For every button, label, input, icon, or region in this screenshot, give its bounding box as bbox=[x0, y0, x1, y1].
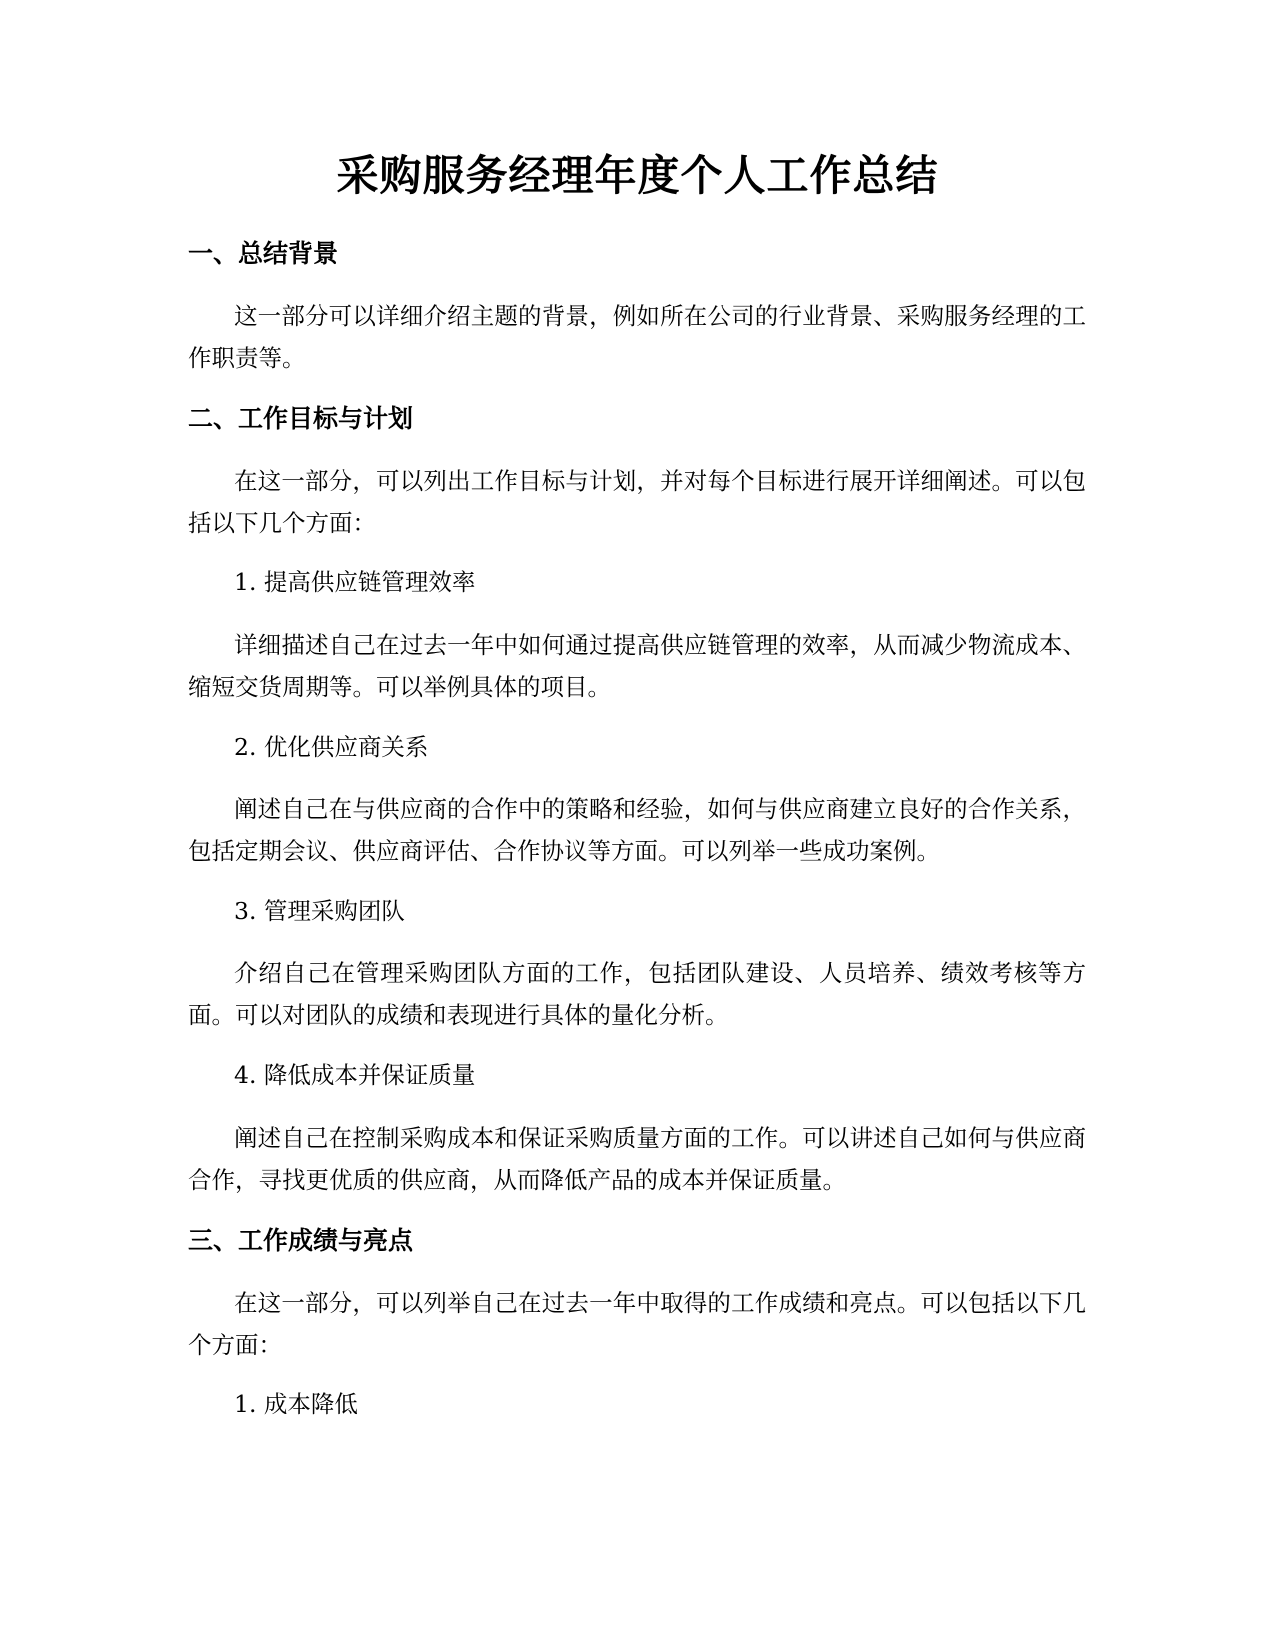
section-paragraph: 这一部分可以详细介绍主题的背景，例如所在公司的行业背景、采购服务经理的工作职责等。 bbox=[188, 302, 1086, 372]
list-item-description: 阐述自己在控制采购成本和保证采购质量方面的工作。可以讲述自己如何与供应商合作，寻找更优质的供应商，从而降低产品的成本并保证质量。 bbox=[188, 1124, 1086, 1194]
section-heading: 二、工作目标与计划 bbox=[188, 404, 414, 433]
list-item-label: 3. 管理采购团队 bbox=[234, 897, 405, 925]
list-item-description: 阐述自己在与供应商的合作中的策略和经验，如何与供应商建立良好的合作关系，包括定期会议、供应商评估、合作协议等方面。可以列举一些成功案例。 bbox=[188, 795, 1086, 865]
list-item-description: 详细描述自己在过去一年中如何通过提高供应链管理的效率，从而减少物流成本、缩短交货周期等。可以举例具体的项目。 bbox=[188, 631, 1086, 701]
document-title: 采购服务经理年度个人工作总结 bbox=[336, 151, 939, 200]
section-paragraph: 在这一部分，可以列举自己在过去一年中取得的工作成绩和亮点。可以包括以下几个方面： bbox=[188, 1289, 1086, 1359]
list-item-label: 4. 降低成本并保证质量 bbox=[234, 1061, 476, 1089]
list-item-description: 介绍自己在管理采购团队方面的工作，包括团队建设、人员培养、绩效考核等方面。可以对团队的成绩和表现进行具体的量化分析。 bbox=[188, 959, 1086, 1029]
section-paragraph: 在这一部分，可以列出工作目标与计划，并对每个目标进行展开详细阐述。可以包括以下几个方面： bbox=[188, 467, 1086, 537]
list-item-label: 1. 提高供应链管理效率 bbox=[234, 568, 476, 596]
list-item-label: 1. 成本降低 bbox=[234, 1390, 358, 1418]
section-heading: 三、工作成绩与亮点 bbox=[188, 1226, 414, 1255]
list-item-label: 2. 优化供应商关系 bbox=[234, 733, 429, 761]
section-heading: 一、总结背景 bbox=[188, 239, 339, 268]
